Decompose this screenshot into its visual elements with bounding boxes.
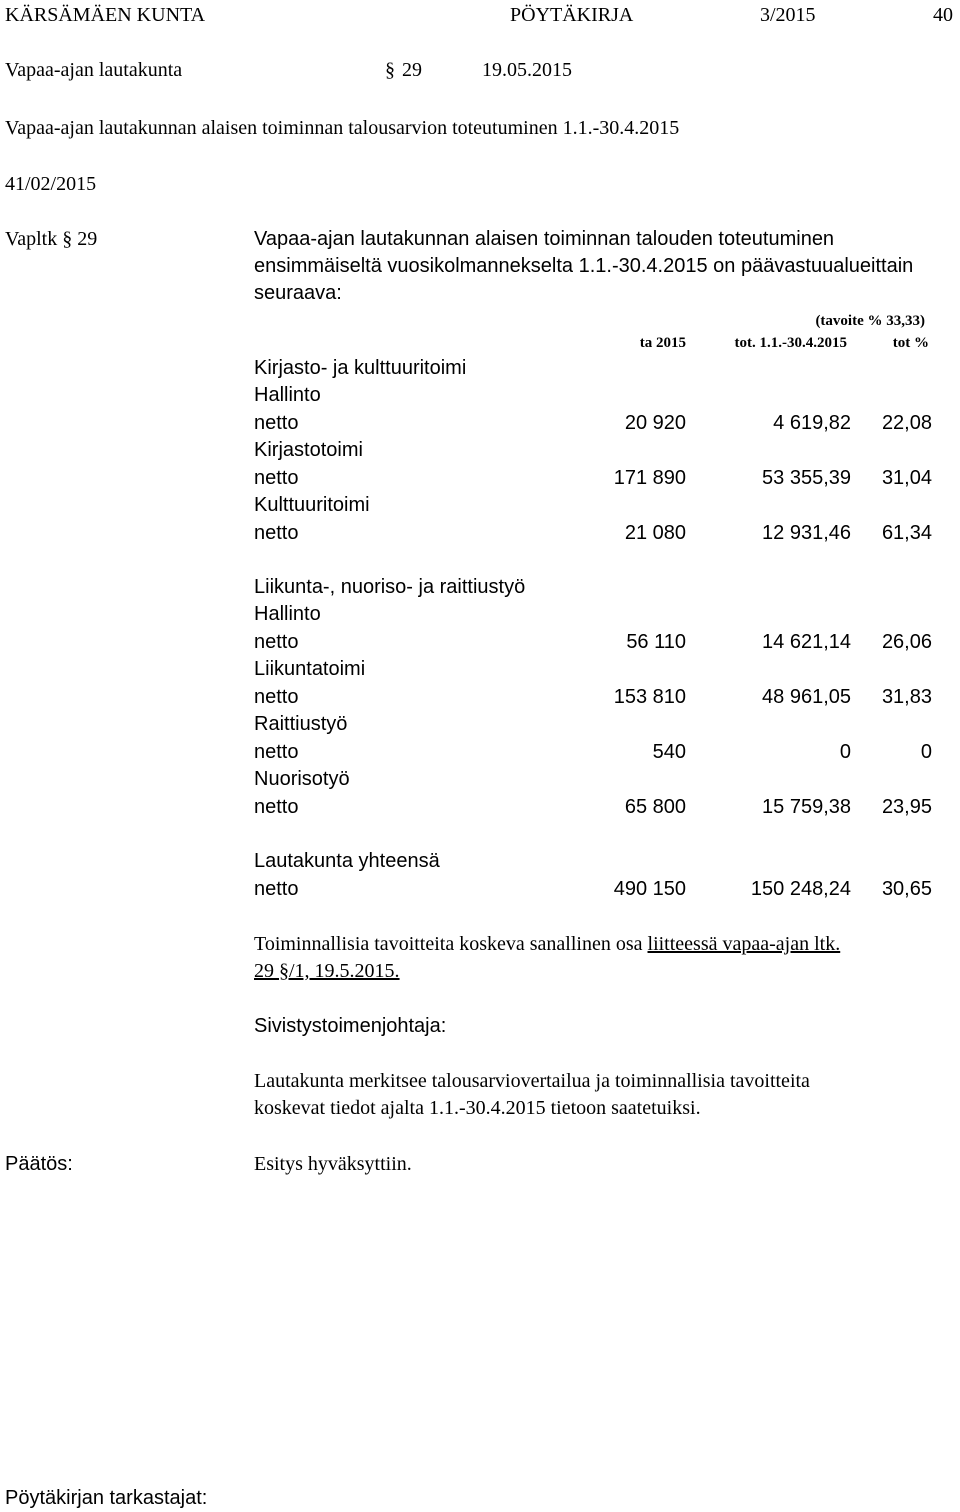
group-title: Liikunta-, nuoriso- ja raittiustyö [254,576,526,598]
unit-name: Kulttuuritoimi [254,494,370,516]
case-label [5,229,97,249]
proposal-line-2: koskevat tiedot ajalta 1.1.-30.4.2015 tietoon saatetuiksi. [254,1097,701,1119]
budget-value: 56 110 [626,631,686,653]
case-title: Vapaa-ajan lautakunnan alaisen toiminnan talousarvion toteutuminen 1.1.-30.4.2015 [5,117,680,139]
unit-name: Hallinto [254,603,321,625]
intro-line-1: Vapaa-ajan lautakunnan alaisen toiminnan talouden toteutuminen [254,228,835,250]
appendix-link-part-1[interactable]: liitteessä vapaa-ajan ltk. [647,933,841,955]
row-label: netto [254,522,299,544]
intro-line-2: ensimmäiseltä vuosikolmannekselta 1.1.-30.4.2015 on päävastuualueittain [254,255,914,277]
budget-value: 540 [652,741,686,763]
row-label: netto [254,796,299,818]
unit-name: Kirjastotoimi [254,439,363,461]
examiners-label: Pöytäkirjan tarkastajat: [5,1487,208,1509]
total-title: Lautakunta yhteensä [254,850,440,872]
percent-value: 61,34 [881,522,932,544]
appendix-text: Toiminnallisia tavoitteita koskeva sanallinen osa [254,933,643,955]
row-label: netto [254,741,299,763]
percent-value: 23,95 [881,796,932,818]
budget-value: 153 810 [613,686,686,708]
budget-value: 21 080 [624,522,686,544]
percent-value: 0 [920,741,932,763]
budget-value: 65 800 [624,796,686,818]
actual-value: 15 759,38 [762,796,851,818]
actual-value: 14 621,14 [762,631,851,653]
actual-value: 4 619,82 [773,412,851,434]
unit-name: Hallinto [254,384,321,406]
actual-value: 48 961,05 [762,686,851,708]
total-percent-value: 30,65 [881,878,932,900]
target-note: (tavoite % 33,33) [815,313,925,329]
total-budget-value: 490 150 [613,878,686,900]
unit-name: Nuorisotyö [254,768,350,790]
appendix-link-part-2[interactable]: 29 §/1, 19.5.2015. [254,960,400,982]
board-name: Vapaa-ajan lautakunta [5,59,183,81]
row-label: netto [254,631,299,653]
row-label: netto [254,412,299,434]
percent-value: 26,06 [881,631,932,653]
actual-value: 0 [839,741,851,763]
case-label-number: 29 [77,228,98,250]
percent-value: 31,83 [881,686,932,708]
unit-name: Liikuntatoimi [254,658,366,680]
case-label-text: Vapltk [5,228,58,250]
percent-value: 31,04 [881,467,932,489]
actual-value: 12 931,46 [762,522,851,544]
unit-name: Raittiustyö [254,713,348,735]
decision-label: Päätös: [5,1153,73,1175]
actual-value: 53 355,39 [762,467,851,489]
total-actual-value: 150 248,24 [750,878,851,900]
case-reference: 41/02/2015 [5,173,97,195]
col-header-actual: tot. 1.1.-30.4.2015 [734,335,847,351]
row-label: netto [254,686,299,708]
total-row-label: netto [254,878,299,900]
col-header-percent: tot % [892,335,929,351]
meeting-date: 19.05.2015 [482,59,572,81]
group-title: Kirjasto- ja kulttuuritoimi [254,357,467,379]
budget-value: 171 890 [613,467,686,489]
page-number: 40 [933,4,953,26]
decision-text: Esitys hyväksyttiin. [254,1153,412,1175]
proposal-label: Sivistystoimenjohtaja: [254,1015,447,1037]
intro-line-3: seuraava: [254,282,342,304]
row-label: netto [254,467,299,489]
case-label-sign: § [62,228,73,250]
appendix-line-1 [254,934,840,954]
municipality-name: KÄRSÄMÄEN KUNTA [5,4,206,26]
col-header-budget: ta 2015 [639,335,686,351]
document-number: 3/2015 [760,4,816,26]
proposal-line-1: Lautakunta merkitsee talousarviovertailua ja toiminnallisia tavoitteita [254,1070,810,1092]
budget-value: 20 920 [624,412,686,434]
percent-value: 22,08 [881,412,932,434]
section-number: 29 [402,59,422,81]
document-type: PÖYTÄKIRJA [510,4,634,26]
section-sign: § [385,59,395,81]
